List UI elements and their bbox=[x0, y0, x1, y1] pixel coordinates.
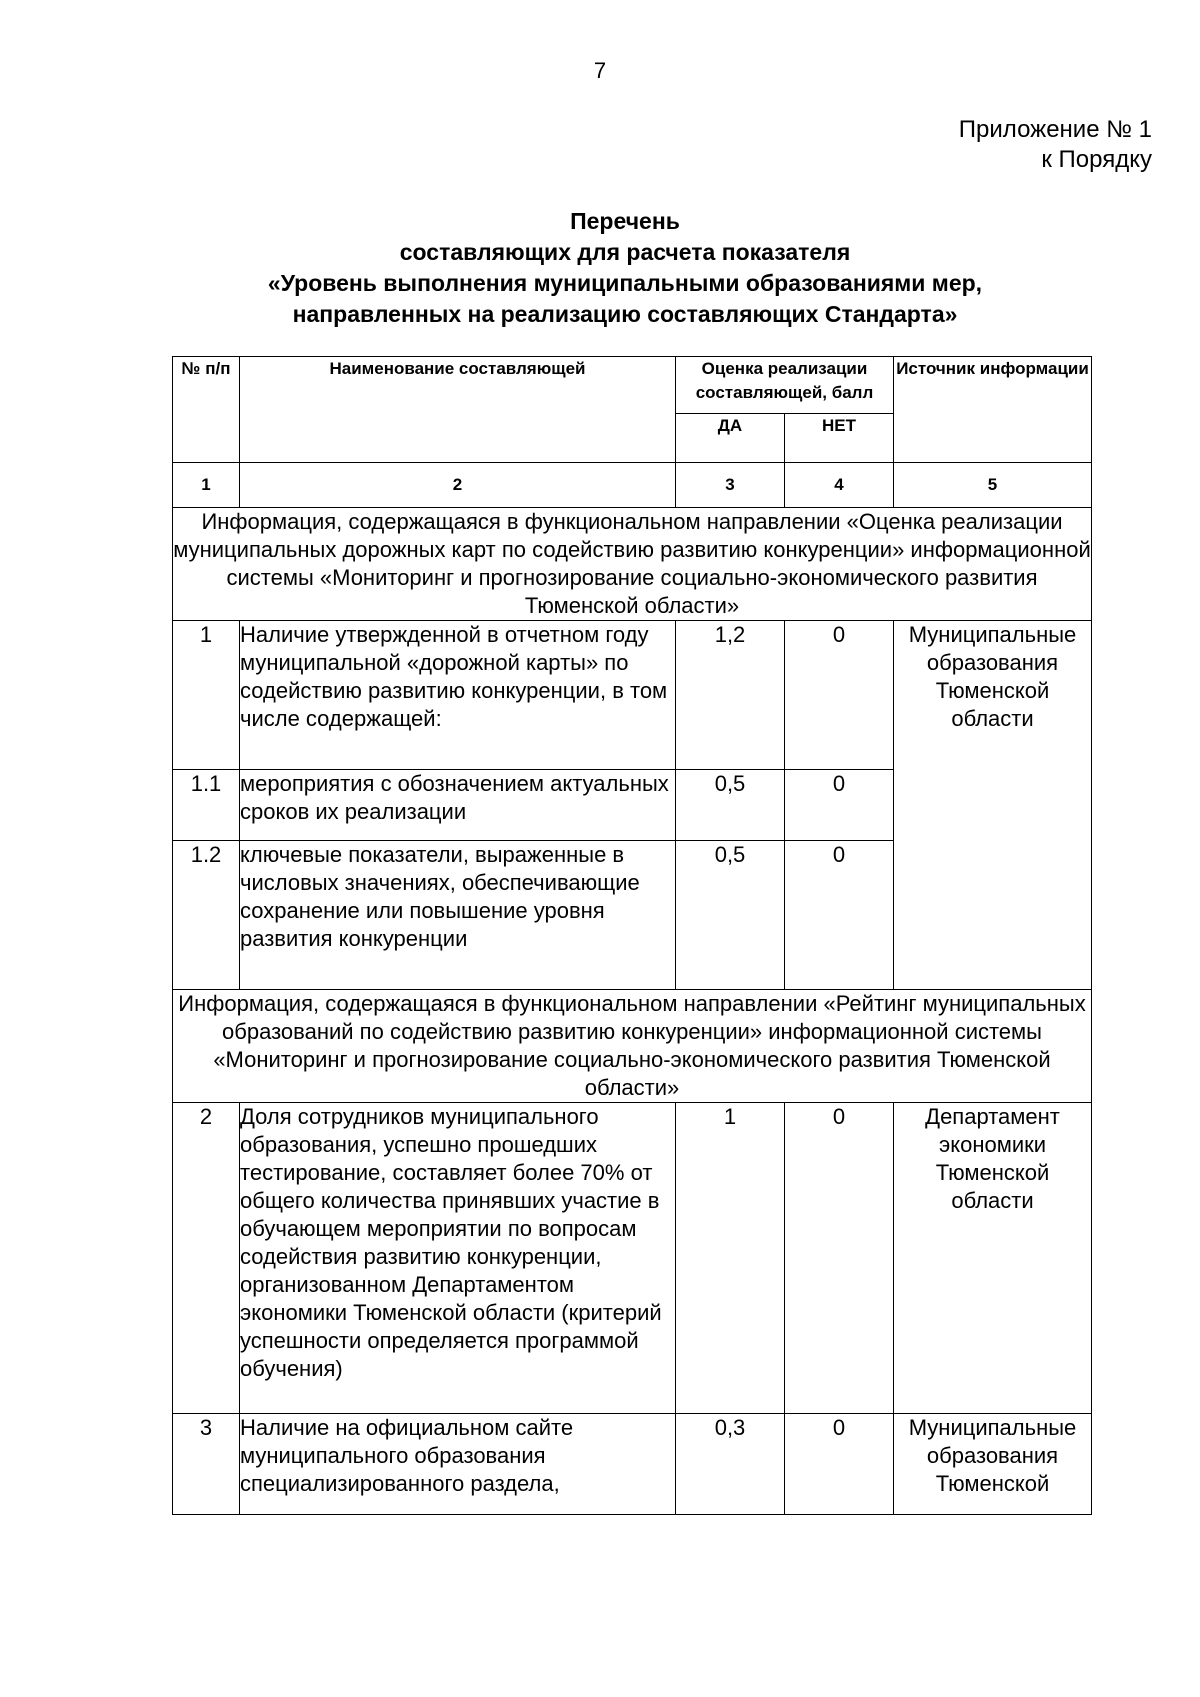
column-number: 3 bbox=[676, 463, 785, 508]
section-heading-1: Информация, содержащаяся в функциональном направлении «Оценка реализации муниципальных дорожных карт по содействию развитию конкуренции» информационной системы «Мониторинг и прогнозирование социально-экономического развития Тюменской области» bbox=[173, 508, 1092, 621]
section-row bbox=[173, 990, 1092, 1103]
page-number: 7 bbox=[593, 58, 607, 83]
score-yes: 0,5 bbox=[676, 841, 785, 990]
header-source: Источник информации bbox=[894, 357, 1092, 463]
table-row bbox=[173, 1414, 1092, 1515]
header-row bbox=[173, 357, 1092, 414]
row-number: 1.2 bbox=[173, 841, 240, 990]
score-yes: 1 bbox=[676, 1103, 785, 1414]
section-heading-2: Информация, содержащаяся в функциональном направлении «Рейтинг муниципальных образований по содействию развитию конкуренции» информационной системы «Мониторинг и прогнозирование социально-экономического развития Тюменской области» bbox=[173, 990, 1092, 1103]
section-row bbox=[173, 508, 1092, 621]
score-yes: 0,3 bbox=[676, 1414, 785, 1515]
column-number: 1 bbox=[173, 463, 240, 508]
info-source: Муниципальные образования Тюменской области bbox=[894, 621, 1092, 990]
info-source: Муниципальные образования Тюменской bbox=[894, 1414, 1092, 1515]
row-number: 2 bbox=[173, 1103, 240, 1414]
header-num: № п/п bbox=[173, 357, 240, 463]
score-yes: 0,5 bbox=[676, 770, 785, 841]
score-no: 0 bbox=[785, 770, 894, 841]
title-line-1: Перечень bbox=[570, 208, 680, 234]
table-row bbox=[173, 1103, 1092, 1414]
row-number: 1.1 bbox=[173, 770, 240, 841]
table-row bbox=[173, 621, 1092, 770]
appendix-line-1: Приложение № 1 bbox=[958, 116, 1152, 143]
row-number: 1 bbox=[173, 621, 240, 770]
component-name: ключевые показатели, выраженные в числовых значениях, обеспечивающие сохранение или повышение уровня развития конкуренции bbox=[240, 841, 676, 990]
score-no: 0 bbox=[785, 1103, 894, 1414]
score-yes: 1,2 bbox=[676, 621, 785, 770]
header-no: НЕТ bbox=[785, 414, 894, 463]
component-name: Наличие на официальном сайте муниципального образования специализированного раздела, bbox=[240, 1414, 676, 1515]
component-name: Доля сотрудников муниципального образования, успешно прошедших тестирование, составляет более 70% от общего количества принявших участие в обучающем мероприятии по вопросам содействия развитию конкуренции, организованном Департаментом экономики Тюменской области (критерий успешности определяется программой обучения) bbox=[240, 1103, 676, 1414]
score-no: 0 bbox=[785, 621, 894, 770]
info-source: Департамент экономики Тюменской области bbox=[894, 1103, 1092, 1414]
header-score: Оценка реализации составляющей, балл bbox=[676, 357, 894, 414]
column-number: 4 bbox=[785, 463, 894, 508]
column-number-row bbox=[173, 463, 1092, 508]
component-name: мероприятия с обозначением актуальных сроков их реализации bbox=[240, 770, 676, 841]
title-line-3: «Уровень выполнения муниципальными образованиями мер, bbox=[267, 270, 983, 296]
components-table bbox=[172, 356, 1092, 1515]
title-line-2: составляющих для расчета показателя bbox=[399, 239, 851, 265]
document-title bbox=[160, 206, 1090, 330]
header-name: Наименование составляющей bbox=[240, 357, 676, 463]
appendix-line-2: к Порядку bbox=[1041, 146, 1152, 173]
component-name: Наличие утвержденной в отчетном году муниципальной «дорожной карты» по содействию развитию конкуренции, в том числе содержащей: bbox=[240, 621, 676, 770]
header-yes: ДА bbox=[676, 414, 785, 463]
title-line-4: направленных на реализацию составляющих Стандарта» bbox=[292, 301, 958, 327]
row-number: 3 bbox=[173, 1414, 240, 1515]
score-no: 0 bbox=[785, 841, 894, 990]
score-no: 0 bbox=[785, 1414, 894, 1515]
column-number: 5 bbox=[894, 463, 1092, 508]
appendix-label bbox=[959, 115, 1152, 175]
column-number: 2 bbox=[240, 463, 676, 508]
